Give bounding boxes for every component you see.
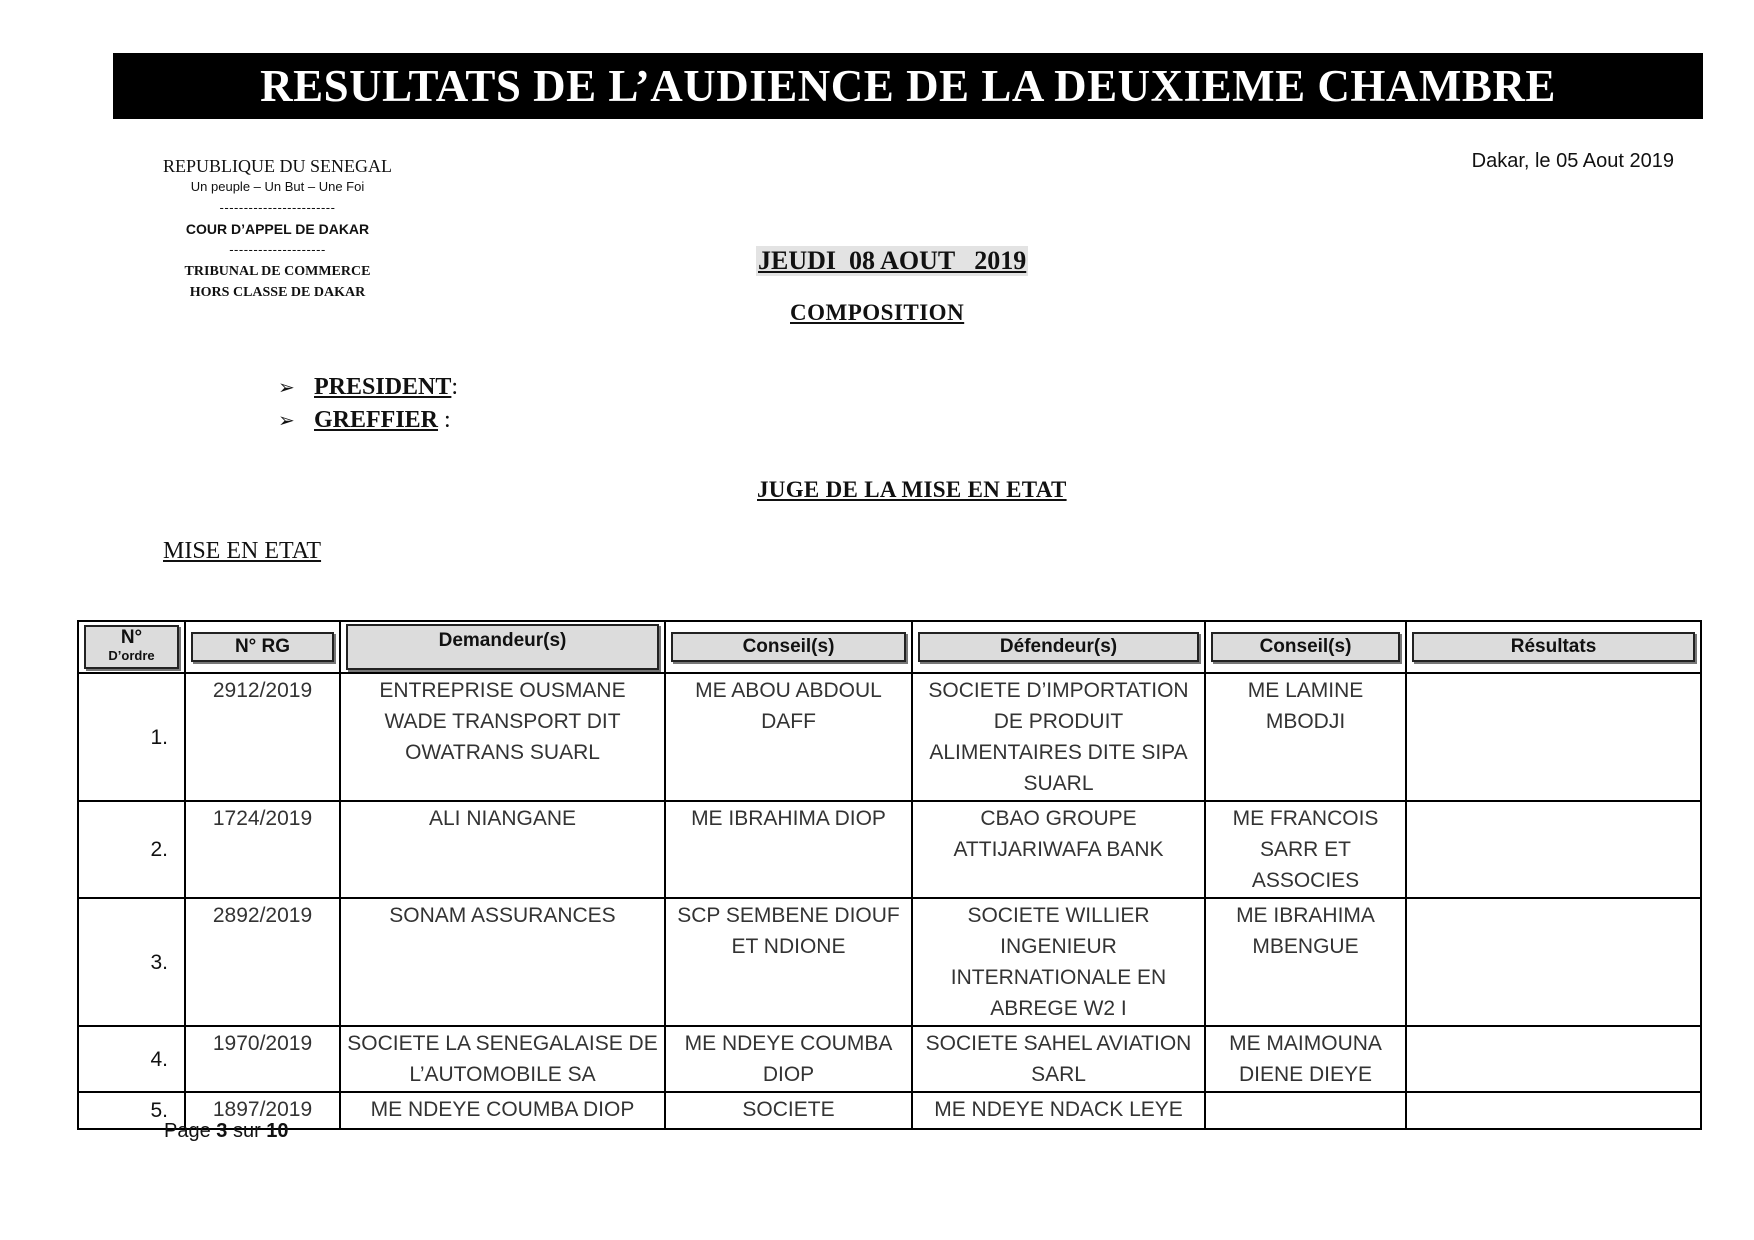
cell-defendeur: SOCIETE SAHEL AVIATION SARL — [912, 1026, 1205, 1092]
cases-table — [77, 620, 1702, 1130]
table-row — [78, 801, 1701, 898]
col-header-demandeur: Demandeur(s) — [340, 621, 665, 673]
cell-conseil — [1205, 1092, 1406, 1129]
president-line — [278, 374, 458, 401]
cell-resultat — [1406, 801, 1701, 898]
cell-demandeur: ALI NIANGANE — [340, 801, 665, 898]
cell-rg: 1724/2019 — [185, 801, 340, 898]
col-header-resultats: Résultats — [1406, 621, 1701, 673]
cell-conseil: ME MAIMOUNA DIENE DIEYE — [1205, 1026, 1406, 1092]
cell-resultat — [1406, 1092, 1701, 1129]
president-label: PRESIDENT — [314, 374, 452, 400]
cell-rg: 1897/2019 — [185, 1092, 340, 1129]
cell-demandeur: SOCIETE LA SENEGALAISE DE L’AUTOMOBILE SA — [340, 1026, 665, 1092]
cell-conseil: ME IBRAHIMA MBENGUE — [1205, 898, 1406, 1026]
cell-conseil: SCP SEMBENE DIOUF ET NDIONE — [665, 898, 912, 1026]
cell-conseil: ME NDEYE COUMBA DIOP — [665, 1026, 912, 1092]
table-header-row — [78, 621, 1701, 673]
table-row — [78, 1026, 1701, 1092]
greffier-label: GREFFIER — [314, 407, 439, 433]
table-row — [78, 673, 1701, 801]
cell-ordre: 3. — [78, 898, 185, 1026]
arrow-bullet-icon: ➢ — [278, 410, 295, 432]
cell-ordre: 2. — [78, 801, 185, 898]
table-row — [78, 898, 1701, 1026]
greffier-line — [278, 407, 451, 434]
cell-resultat — [1406, 1026, 1701, 1092]
col-header-ordre: N° D’ordre — [78, 621, 185, 673]
hearing-date: JEUDI 08 AOUT 2019 — [758, 246, 1027, 275]
president-suffix: : — [451, 374, 459, 400]
cell-rg: 1970/2019 — [185, 1026, 340, 1092]
cell-defendeur: ME NDEYE NDACK LEYE — [912, 1092, 1205, 1129]
tribunal-name-line2: HORS CLASSE DE DAKAR — [189, 285, 366, 300]
cell-rg: 2912/2019 — [185, 673, 340, 801]
arrow-bullet-icon: ➢ — [278, 377, 295, 399]
cell-conseil: ME IBRAHIMA DIOP — [665, 801, 912, 898]
cell-ordre: 1. — [78, 673, 185, 801]
col-header-rg: N° RG — [185, 621, 340, 673]
col-header-conseil: Conseil(s) — [1205, 621, 1406, 673]
title-banner — [113, 53, 1703, 119]
cell-demandeur: ENTREPRISE OUSMANE WADE TRANSPORT DIT OWATRANS SUARL — [340, 673, 665, 801]
cell-demandeur: ME NDEYE COUMBA DIOP — [340, 1092, 665, 1129]
cell-resultat — [1406, 898, 1701, 1026]
greffier-suffix: : — [438, 407, 451, 433]
cell-defendeur: SOCIETE D’IMPORTATION DE PRODUIT ALIMENTAIRES DITE SIPA SUARL — [912, 673, 1205, 801]
tribunal-name-line1: TRIBUNAL DE COMMERCE — [184, 264, 371, 279]
col-header-defendeur: Défendeur(s) — [912, 621, 1205, 673]
total-pages: 10 — [266, 1120, 289, 1142]
court-name: COUR D’APPEL DE DAKAR — [185, 221, 370, 237]
cell-defendeur: SOCIETE WILLIER INGENIEUR INTERNATIONALE EN ABREGE W2 I — [912, 898, 1205, 1026]
col-header-conseil: Conseil(s) — [665, 621, 912, 673]
cell-conseil: ME FRANCOIS SARR ET ASSOCIES — [1205, 801, 1406, 898]
current-page: 3 — [216, 1120, 228, 1142]
table-row — [78, 1092, 1701, 1129]
cell-conseil: ME ABOU ABDOUL DAFF — [665, 673, 912, 801]
national-motto: Un peuple – Un But – Une Foi — [190, 179, 365, 194]
separator-line: -------------------- — [229, 242, 326, 257]
document-date: Dakar, le 05 Aout 2019 — [1471, 150, 1674, 172]
cell-ordre: 4. — [78, 1026, 185, 1092]
composition-heading: COMPOSITION — [790, 300, 965, 325]
cell-ordre: 5. — [78, 1092, 185, 1129]
cell-conseil: SOCIETE — [665, 1092, 912, 1129]
cell-demandeur: SONAM ASSURANCES — [340, 898, 665, 1026]
juge-heading: JUGE DE LA MISE EN ETAT — [757, 477, 1067, 502]
cell-conseil: ME LAMINE MBODJI — [1205, 673, 1406, 801]
republic-name: REPUBLIQUE DU SENEGAL — [163, 156, 392, 176]
cell-rg: 2892/2019 — [185, 898, 340, 1026]
cell-defendeur: CBAO GROUPE ATTIJARIWAFA BANK — [912, 801, 1205, 898]
cell-resultat — [1406, 673, 1701, 801]
page-number: Page 3 sur 10 — [164, 1120, 289, 1142]
section-heading: MISE EN ETAT — [163, 538, 322, 564]
page-title: RESULTATS DE L’AUDIENCE DE LA DEUXIEME CHAMBRE — [260, 61, 1556, 111]
issuer-block — [140, 155, 415, 303]
separator-line: ------------------------ — [219, 200, 336, 215]
